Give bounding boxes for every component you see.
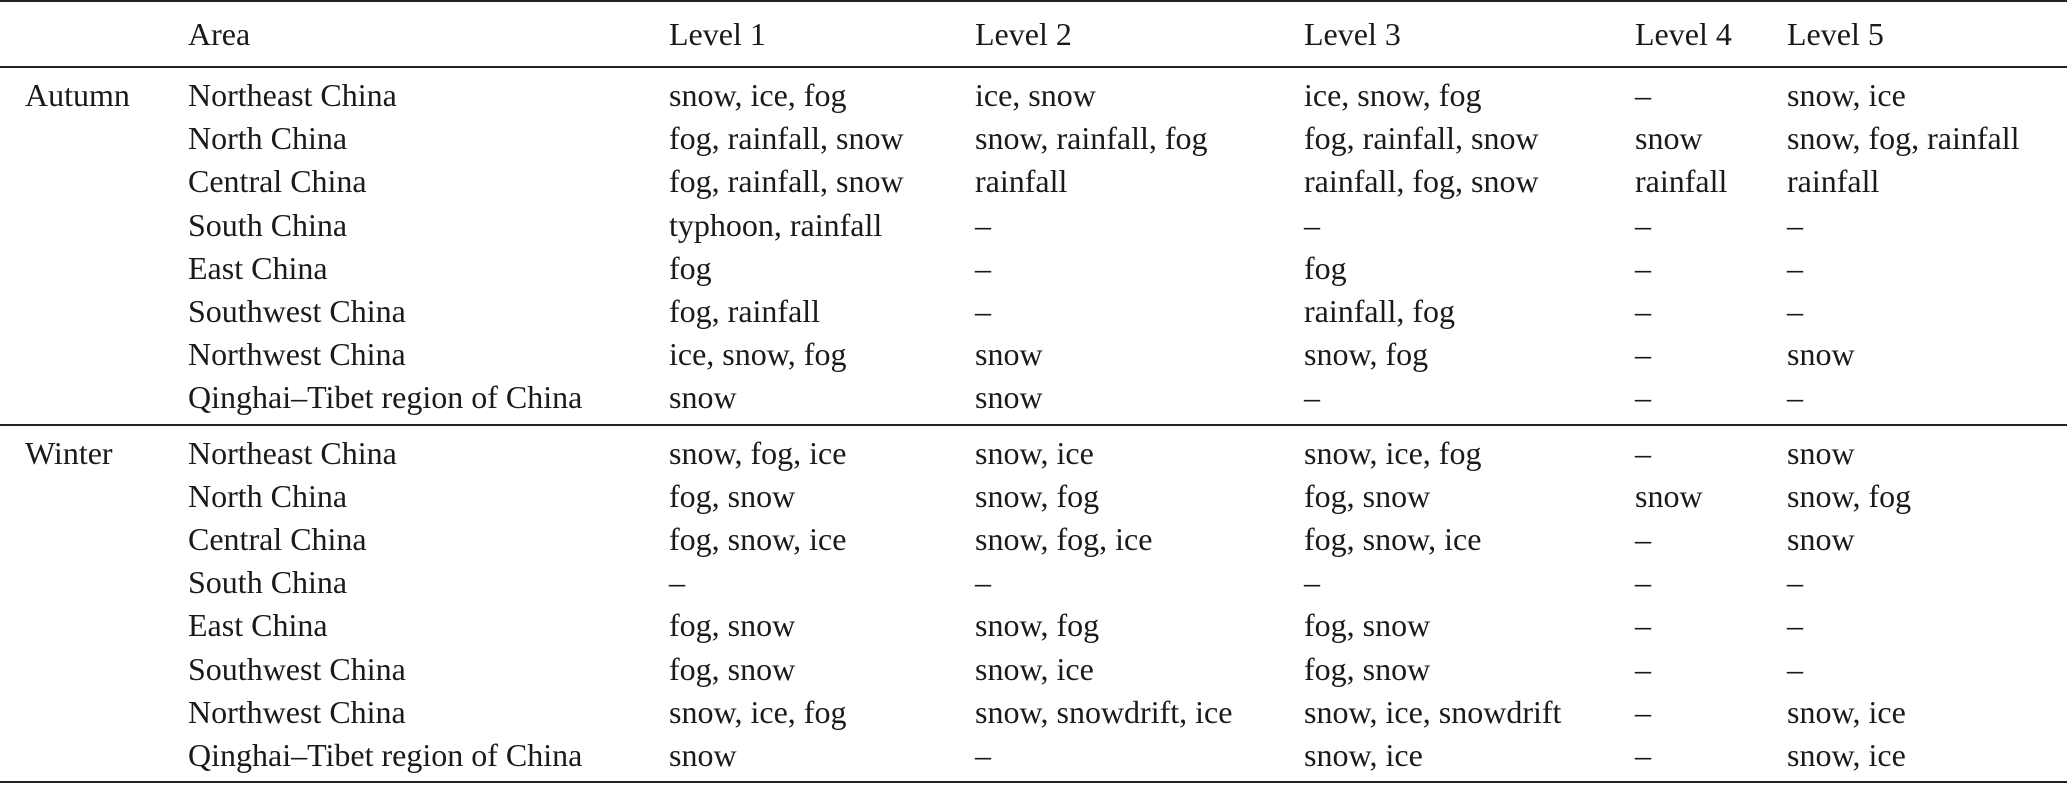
- level-2-cell: –: [975, 249, 991, 286]
- table-row: [0, 475, 2067, 518]
- level-3-cell: snow, fog: [1304, 336, 1429, 373]
- level-4-cell: –: [1635, 336, 1651, 373]
- level-1-cell: snow, ice, fog: [669, 693, 847, 730]
- area-cell: Qinghai–Tibet region of China: [188, 379, 583, 416]
- area-cell: South China: [188, 564, 348, 601]
- level-4-cell: –: [1635, 434, 1651, 471]
- level-4-cell: –: [1635, 693, 1651, 730]
- season-label: [0, 247, 188, 290]
- season-label: [0, 518, 188, 561]
- level-3-cell: rainfall, fog, snow: [1304, 163, 1539, 200]
- area-cell: Qinghai–Tibet region of China: [188, 737, 583, 774]
- level-1-cell: snow: [669, 737, 737, 774]
- table-group-1: [0, 67, 2067, 425]
- table-row: [0, 204, 2067, 247]
- level-4-cell: rainfall: [1635, 163, 1728, 200]
- area-cell: East China: [188, 249, 328, 286]
- level-1-cell: fog, rainfall, snow: [669, 120, 904, 157]
- area-cell: Northwest China: [188, 693, 406, 730]
- level-2-cell: rainfall: [975, 163, 1068, 200]
- table-row: [0, 648, 2067, 691]
- level-5-cell: –: [1787, 650, 1803, 687]
- level-4-cell: –: [1635, 293, 1651, 330]
- level-2-cell: snow, ice: [975, 434, 1094, 471]
- level-2-cell: snow, ice: [975, 650, 1094, 687]
- area-cell: Northeast China: [188, 434, 397, 471]
- table-row: [0, 333, 2067, 376]
- level-2-cell: snow, fog: [975, 477, 1100, 514]
- season-label: [0, 376, 188, 424]
- level-2-cell: –: [975, 293, 991, 330]
- level-4-cell: –: [1635, 737, 1651, 774]
- table-row: [0, 734, 2067, 782]
- level-1-cell: fog, snow, ice: [669, 521, 847, 558]
- level-4-cell: –: [1635, 77, 1651, 113]
- level-3-cell: fog, snow: [1304, 477, 1431, 514]
- level-5-cell: rainfall: [1787, 163, 1880, 200]
- level-2-cell: snow: [975, 336, 1043, 373]
- area-cell: Central China: [188, 163, 367, 200]
- level-4-cell: snow: [1635, 477, 1703, 514]
- level-2-cell: snow, fog, ice: [975, 521, 1153, 558]
- season-label: [0, 561, 188, 604]
- season-label: [0, 475, 188, 518]
- table-row: [0, 160, 2067, 203]
- level-3-cell: –: [1304, 564, 1320, 601]
- table-group-2: [0, 425, 2067, 783]
- level-3-cell: fog: [1304, 249, 1347, 286]
- header-level-5: Level 5: [1787, 1, 2067, 67]
- table-row: [0, 290, 2067, 333]
- table-row: [0, 604, 2067, 647]
- level-2-cell: –: [975, 206, 991, 243]
- level-1-cell: fog, snow: [669, 477, 796, 514]
- table-row: [0, 518, 2067, 561]
- level-1-cell: snow, ice, fog: [669, 77, 847, 113]
- level-5-cell: snow: [1787, 521, 1855, 558]
- header-level-2: Level 2: [975, 1, 1304, 67]
- header-row: [0, 1, 2067, 67]
- level-1-cell: ice, snow, fog: [669, 336, 847, 373]
- header-level-4: Level 4: [1635, 1, 1787, 67]
- level-1-cell: snow: [669, 379, 737, 416]
- level-1-cell: fog, snow: [669, 650, 796, 687]
- level-5-cell: –: [1787, 249, 1803, 286]
- season-label: Autumn: [25, 77, 130, 113]
- level-5-cell: snow, fog, rainfall: [1787, 120, 2020, 157]
- season-label: [0, 691, 188, 734]
- level-5-cell: –: [1787, 379, 1803, 416]
- level-5-cell: –: [1787, 607, 1803, 644]
- level-4-cell: snow: [1635, 120, 1703, 157]
- level-5-cell: snow, fog: [1787, 477, 1912, 514]
- level-2-cell: –: [975, 564, 991, 601]
- level-3-cell: snow, ice, fog: [1304, 434, 1482, 471]
- level-5-cell: –: [1787, 206, 1803, 243]
- area-cell: Northeast China: [188, 77, 397, 113]
- level-4-cell: –: [1635, 206, 1651, 243]
- level-2-cell: snow, snowdrift, ice: [975, 693, 1233, 730]
- area-cell: Central China: [188, 521, 367, 558]
- level-4-cell: –: [1635, 249, 1651, 286]
- level-5-cell: snow, ice: [1787, 77, 1906, 113]
- level-2-cell: –: [975, 737, 991, 774]
- level-3-cell: fog, rainfall, snow: [1304, 120, 1539, 157]
- area-cell: East China: [188, 607, 328, 644]
- level-3-cell: ice, snow, fog: [1304, 77, 1482, 113]
- level-3-cell: snow, ice, snowdrift: [1304, 693, 1562, 730]
- level-3-cell: rainfall, fog: [1304, 293, 1456, 330]
- level-3-cell: –: [1304, 206, 1320, 243]
- level-1-cell: typhoon, rainfall: [669, 206, 883, 243]
- season-label: [0, 160, 188, 203]
- season-label: [0, 117, 188, 160]
- area-cell: South China: [188, 206, 348, 243]
- level-5-cell: snow: [1787, 336, 1855, 373]
- level-1-cell: fog, snow: [669, 607, 796, 644]
- level-3-cell: fog, snow: [1304, 607, 1431, 644]
- level-5-cell: snow, ice: [1787, 737, 1906, 774]
- season-label: [0, 333, 188, 376]
- level-1-cell: snow, fog, ice: [669, 434, 847, 471]
- level-3-cell: fog, snow, ice: [1304, 521, 1482, 558]
- season-label: [0, 290, 188, 333]
- level-1-cell: –: [669, 564, 685, 601]
- season-label: Winter: [25, 434, 113, 471]
- area-cell: Northwest China: [188, 336, 406, 373]
- table-row: [0, 425, 2067, 475]
- level-4-cell: –: [1635, 650, 1651, 687]
- level-1-cell: fog: [669, 249, 712, 286]
- level-2-cell: snow: [975, 379, 1043, 416]
- table-row: [0, 561, 2067, 604]
- table-row: [0, 117, 2067, 160]
- area-cell: Southwest China: [188, 293, 406, 330]
- table-row: [0, 376, 2067, 424]
- level-4-cell: –: [1635, 521, 1651, 558]
- season-label: [0, 648, 188, 691]
- level-4-cell: –: [1635, 379, 1651, 416]
- level-4-cell: –: [1635, 607, 1651, 644]
- level-2-cell: snow, rainfall, fog: [975, 120, 1208, 157]
- table-row: [0, 247, 2067, 290]
- level-3-cell: fog, snow: [1304, 650, 1431, 687]
- header-level-1: Level 1: [669, 1, 975, 67]
- area-cell: North China: [188, 120, 348, 157]
- table-header: [0, 1, 2067, 67]
- level-5-cell: snow: [1787, 434, 1855, 471]
- level-5-cell: snow, ice: [1787, 693, 1906, 730]
- season-label: [0, 204, 188, 247]
- level-5-cell: –: [1787, 564, 1803, 601]
- level-2-cell: snow, fog: [975, 607, 1100, 644]
- level-5-cell: –: [1787, 293, 1803, 330]
- table-row: [0, 691, 2067, 734]
- level-1-cell: fog, rainfall: [669, 293, 821, 330]
- level-3-cell: –: [1304, 379, 1320, 416]
- level-1-cell: fog, rainfall, snow: [669, 163, 904, 200]
- area-cell: North China: [188, 477, 348, 514]
- season-label: [0, 734, 188, 782]
- header-season: [0, 1, 188, 67]
- header-level-3: Level 3: [1304, 1, 1635, 67]
- table-row: [0, 67, 2067, 117]
- level-4-cell: –: [1635, 564, 1651, 601]
- level-3-cell: snow, ice: [1304, 737, 1423, 774]
- header-area: Area: [188, 1, 669, 67]
- area-cell: Southwest China: [188, 650, 406, 687]
- season-label: [0, 604, 188, 647]
- level-2-cell: ice, snow: [975, 77, 1096, 113]
